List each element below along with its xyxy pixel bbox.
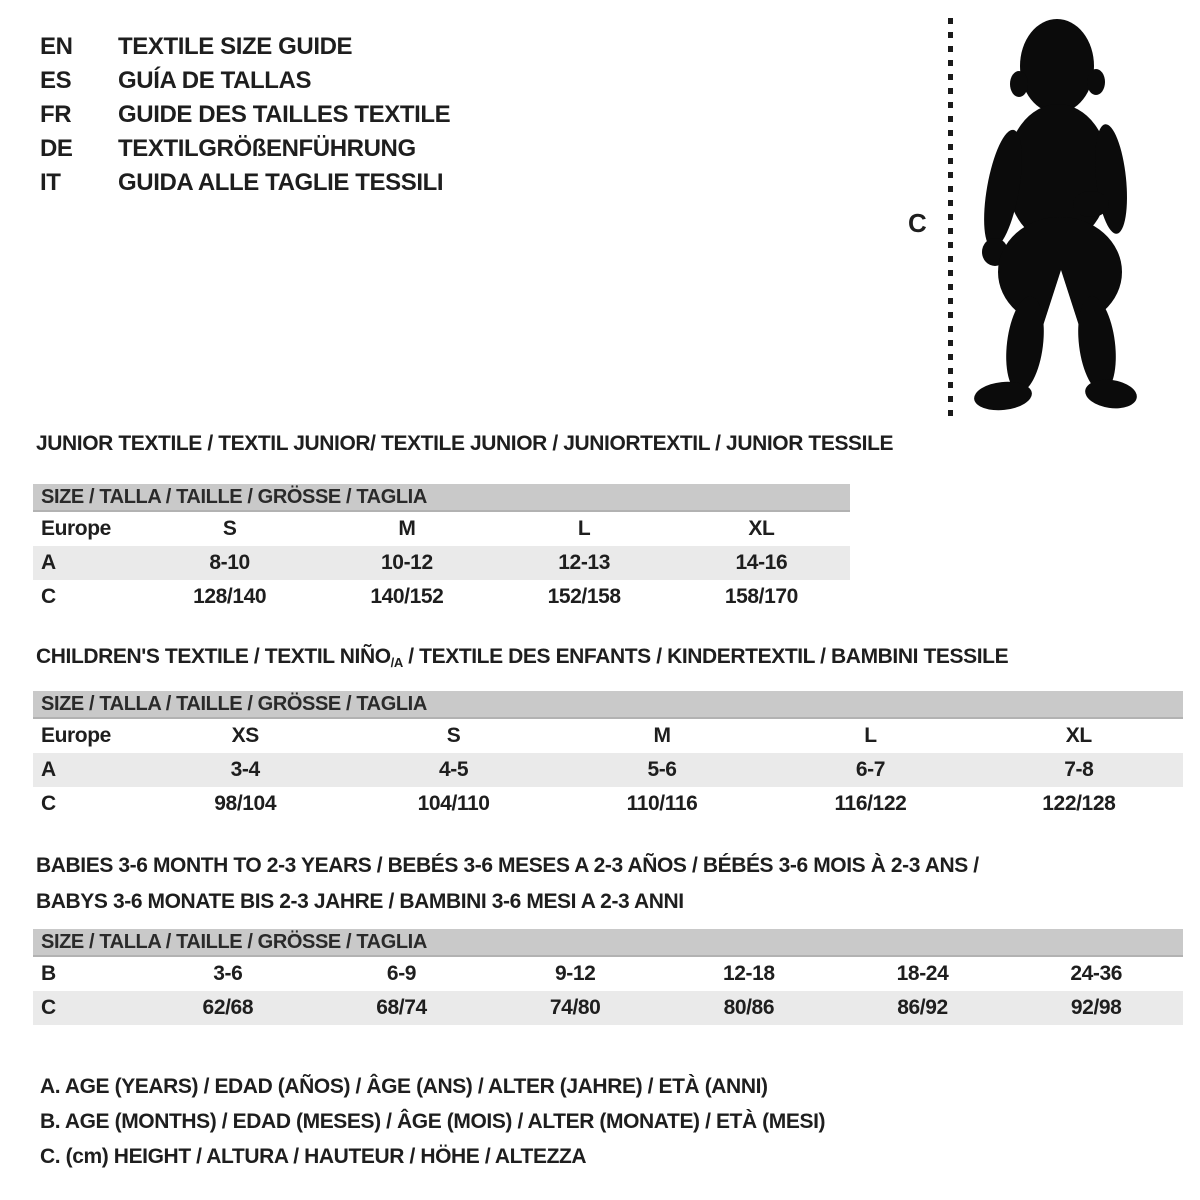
height-cell: 158/170	[724, 585, 798, 608]
junior-section-title: JUNIOR TEXTILE / TEXTIL JUNIOR/ TEXTILE JUNIOR / JUNIORTEXTIL / JUNIOR TESSILE	[36, 432, 894, 455]
table-row-age	[33, 753, 1183, 787]
height-measure-dashed-line	[948, 18, 953, 418]
babies-title-line1: BABIES 3-6 MONTH TO 2-3 YEARS / BEBÉS 3-6 MESES A 2-3 AÑOS / BÉBÉS 3-6 MOIS À 2-3 ANS /	[36, 854, 979, 877]
height-cell: 62/68	[202, 996, 254, 1019]
language-title: GUIDE DES TAILLES TEXTILE	[118, 101, 451, 128]
row-label: B	[41, 962, 56, 985]
language-title: TEXTILE SIZE GUIDE	[118, 33, 353, 60]
children-title-subscript: /A	[390, 655, 403, 670]
size-cell: S	[446, 724, 461, 747]
table-row-age	[33, 546, 850, 580]
age-cell: 10-12	[381, 551, 433, 574]
language-row-en	[40, 30, 450, 64]
age-cell: 6-7	[855, 758, 885, 781]
height-cell: 122/128	[1042, 792, 1116, 815]
size-cell: S	[222, 517, 237, 540]
language-row-fr	[40, 98, 450, 132]
junior-size-table	[33, 484, 850, 614]
height-cell: 116/122	[834, 792, 907, 815]
table-row-months	[33, 957, 1183, 991]
height-measure-label: C	[908, 208, 927, 238]
height-cell: 152/158	[547, 585, 621, 608]
table-row-height	[33, 580, 850, 614]
legend-line-a: A. AGE (YEARS) / EDAD (AÑOS) / ÂGE (ANS) / ALTER (JAHRE) / ETÀ (ANNI)	[40, 1075, 768, 1098]
table-row-height	[33, 787, 1183, 821]
babies-title-line2: BABYS 3-6 MONATE BIS 2-3 JAHRE / BAMBINI 3-6 MESI A 2-3 ANNI	[36, 890, 684, 913]
table-row-height	[33, 991, 1183, 1025]
size-header-bar: SIZE / TALLA / TAILLE / GRÖSSE / TAGLIA	[33, 484, 850, 512]
language-header	[40, 30, 450, 200]
size-cell: XS	[231, 724, 259, 747]
height-cell: 98/104	[214, 792, 277, 815]
row-label: Europe	[41, 724, 111, 747]
table-row-europe	[33, 512, 850, 546]
height-cell: 86/92	[897, 996, 948, 1019]
height-cell: 92/98	[1070, 996, 1122, 1019]
months-cell: 6-9	[386, 962, 417, 985]
age-cell: 14-16	[735, 551, 788, 574]
row-label: Europe	[41, 517, 111, 540]
age-cell: 12-13	[558, 551, 610, 574]
babies-section-title	[36, 848, 979, 920]
row-label: A	[41, 758, 56, 781]
language-title: GUIDA ALLE TAGLIE TESSILI	[118, 169, 444, 196]
row-label: C	[41, 585, 56, 608]
language-code: FR	[40, 101, 72, 128]
row-label: C	[41, 792, 56, 815]
size-cell: XL	[1065, 724, 1092, 747]
row-label: C	[41, 996, 56, 1019]
children-section-title	[36, 645, 1008, 669]
language-title: TEXTILGRÖßENFÜHRUNG	[118, 135, 416, 162]
language-row-it	[40, 166, 450, 200]
age-cell: 4-5	[439, 758, 469, 781]
babies-size-table	[33, 929, 1183, 1025]
months-cell: 18-24	[896, 962, 949, 985]
children-title-main: CHILDREN'S TEXTILE / TEXTIL NIÑO	[36, 645, 391, 668]
size-header-bar: SIZE / TALLA / TAILLE / GRÖSSE / TAGLIA	[33, 691, 1183, 719]
size-cell: XL	[748, 517, 775, 540]
legend-line-b: B. AGE (MONTHS) / EDAD (MESES) / ÂGE (MOIS) / ALTER (MONATE) / ETÀ (MESI)	[40, 1110, 826, 1133]
height-cell: 74/80	[549, 996, 601, 1019]
months-cell: 12-18	[722, 962, 775, 985]
children-title-rest: / TEXTILE DES ENFANTS / KINDERTEXTIL / BAMBINI TESSILE	[402, 645, 1009, 668]
children-size-table	[33, 691, 1183, 821]
toddler-silhouette-icon	[965, 14, 1145, 419]
language-title: GUÍA DE TALLAS	[118, 67, 312, 94]
months-cell: 9-12	[554, 962, 596, 985]
age-cell: 8-10	[209, 551, 250, 574]
language-code: DE	[40, 135, 73, 162]
height-cell: 110/116	[626, 792, 698, 815]
language-code: EN	[40, 33, 73, 60]
language-code: ES	[40, 67, 72, 94]
months-cell: 24-36	[1070, 962, 1123, 985]
legend-line-c: C. (cm) HEIGHT / ALTURA / HAUTEUR / HÖHE / ALTEZZA	[40, 1145, 587, 1168]
height-cell: 140/152	[370, 585, 444, 608]
months-cell: 3-6	[213, 962, 243, 985]
size-header-bar: SIZE / TALLA / TAILLE / GRÖSSE / TAGLIA	[33, 929, 1183, 957]
height-cell: 80/86	[723, 996, 775, 1019]
height-cell: 104/110	[417, 792, 490, 815]
table-row-europe	[33, 719, 1183, 753]
age-cell: 3-4	[230, 758, 260, 781]
size-cell: M	[653, 724, 671, 747]
size-cell: L	[577, 517, 591, 540]
language-row-es	[40, 64, 450, 98]
language-row-de	[40, 132, 450, 166]
measurement-legend	[40, 1069, 825, 1174]
height-cell: 68/74	[376, 996, 427, 1019]
age-cell: 5-6	[647, 758, 677, 781]
size-cell: L	[864, 724, 877, 747]
height-cell: 128/140	[193, 585, 267, 608]
row-label: A	[41, 551, 56, 574]
language-code: IT	[40, 169, 61, 196]
age-cell: 7-8	[1064, 758, 1094, 781]
size-cell: M	[398, 517, 416, 540]
